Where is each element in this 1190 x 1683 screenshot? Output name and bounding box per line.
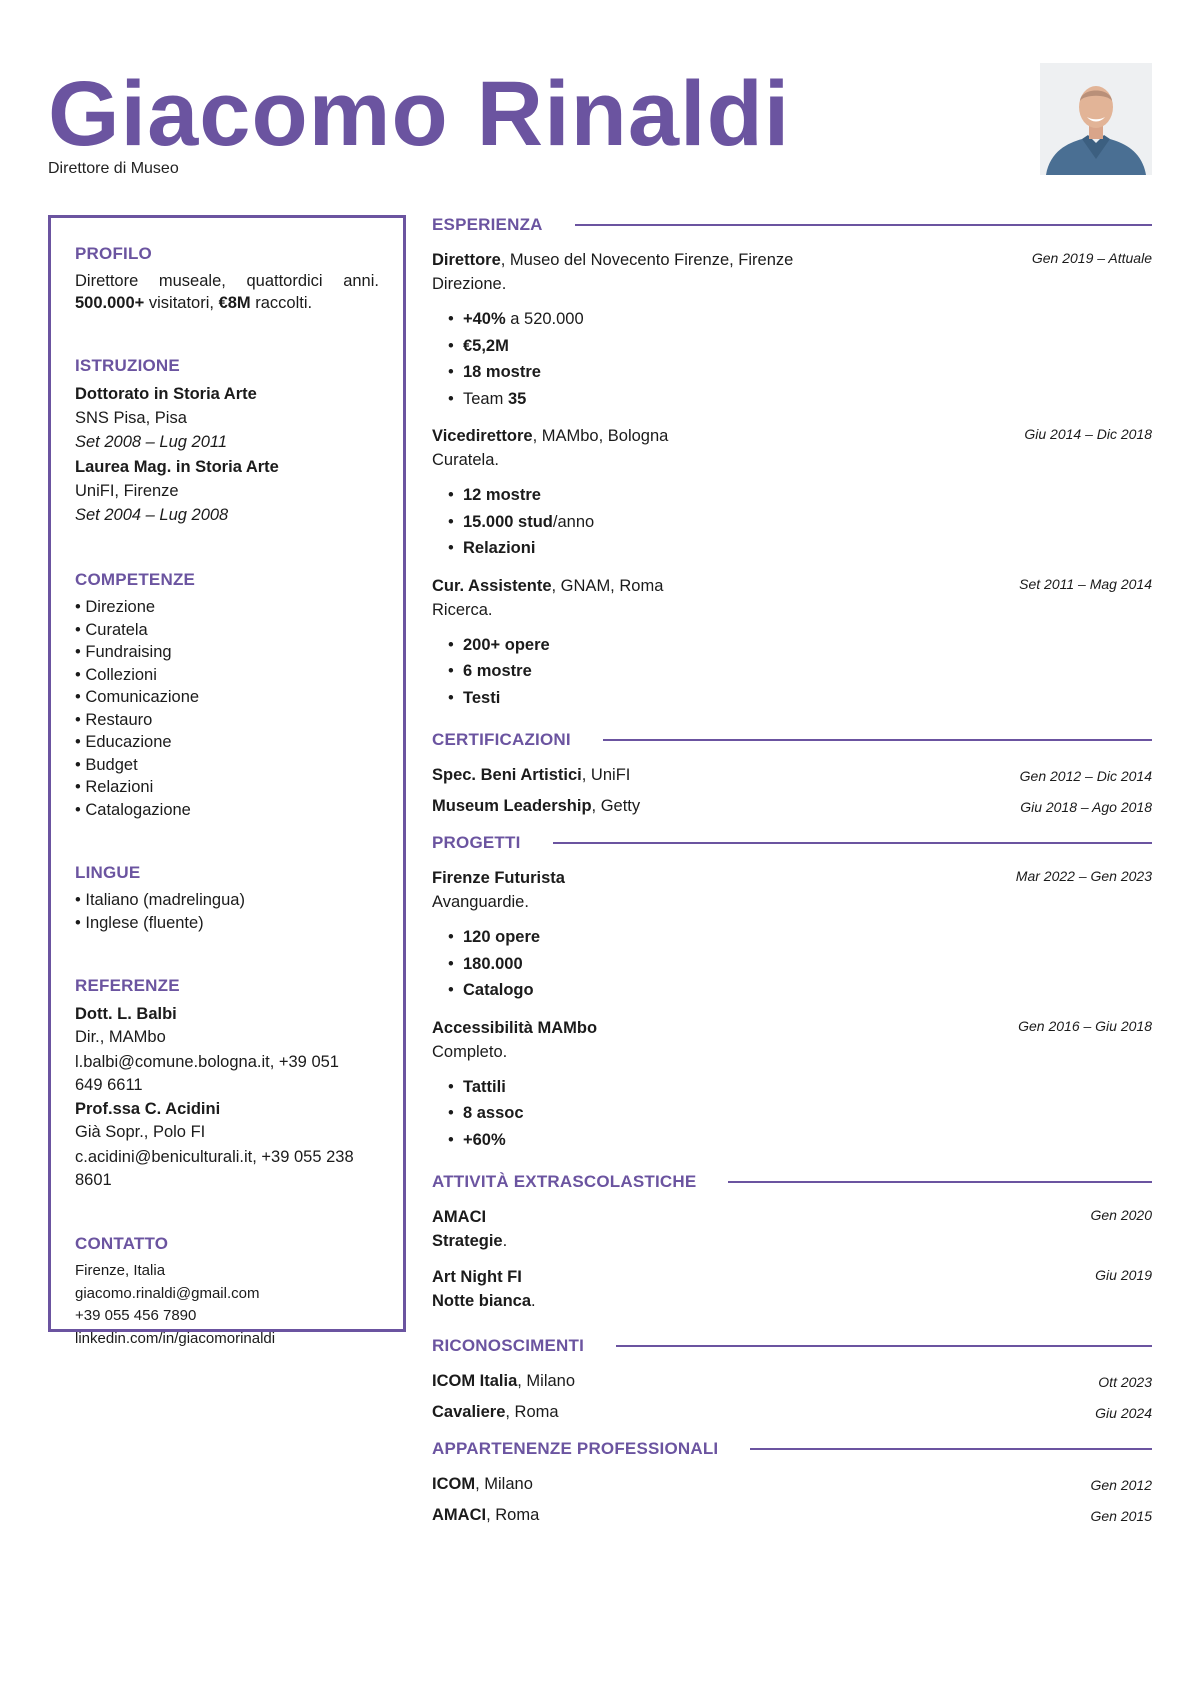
- entry-dates: Giu 2014 – Dic 2018: [1024, 426, 1152, 442]
- contact-linkedin[interactable]: linkedin.com/in/giacomorinaldi: [75, 1329, 276, 1347]
- bullet-item: • Testi: [448, 685, 1152, 712]
- entry-bullets: [432, 306, 1152, 412]
- entry-dates: Gen 2016 – Giu 2018: [1018, 1017, 1152, 1034]
- reference-contact[interactable]: c.acidini@beniculturali.it, +39 055 238: [75, 1148, 354, 1166]
- section-divider: [728, 1181, 1152, 1183]
- bullet-item: • 120 opere: [448, 924, 1152, 951]
- education-school: SNS Pisa, Pisa: [75, 409, 187, 427]
- profile-visitors-suffix: visitatori,: [144, 294, 219, 312]
- bullet-item: • Catalogo: [448, 977, 1152, 1004]
- contact-section: [75, 1234, 379, 1350]
- entry-bullets: [432, 1074, 1152, 1154]
- section-divider: [603, 739, 1152, 741]
- first-name: Giacomo: [48, 63, 449, 165]
- certifications-title: CERTIFICAZIONI: [432, 730, 571, 749]
- certifications-header: [432, 729, 1152, 751]
- entry-role: Firenze Futurista: [432, 869, 565, 887]
- reference-name: Dott. L. Balbi: [75, 1005, 177, 1023]
- education-school: UniFI, Firenze: [75, 482, 179, 500]
- main-column: [432, 214, 1152, 1534]
- profile-section: [75, 244, 379, 314]
- extracurricular-header: [432, 1171, 1152, 1193]
- reference-contact: 649 6611: [75, 1076, 143, 1094]
- entry-role: Cur. Assistente: [432, 576, 552, 595]
- language-item: • Inglese (fluente): [75, 913, 204, 932]
- contact-location: Firenze, Italia: [75, 1262, 166, 1279]
- entry-org: , Museo del Novecento Firenze, Firenze: [500, 251, 794, 269]
- reference-contact[interactable]: l.balbi@comune.bologna.it, +39 051: [75, 1053, 339, 1071]
- entry-desc: Curatela.: [432, 451, 499, 469]
- entry-role: Vicedirettore: [432, 427, 533, 445]
- entry-dates: Gen 2015: [1090, 1508, 1152, 1524]
- skill-item: • Fundraising: [75, 643, 172, 661]
- certification-entry: Museum Leadership, Getty Giu 2018 – Ago 2018: [432, 794, 1152, 818]
- activity-entry: [432, 1265, 1152, 1313]
- entry-dates: Giu 2024: [1095, 1405, 1152, 1421]
- sidebar: [48, 215, 406, 1347]
- bullet-item: • +60%: [448, 1127, 1152, 1154]
- bullet-item: • 6 mostre: [448, 658, 1152, 685]
- profile-line-1: Direttore museale, quattordici anni.: [75, 272, 379, 290]
- profile-visitors: 500.000+: [75, 294, 145, 312]
- profile-line-2: [75, 292, 379, 314]
- entry-dates: Giu 2019: [1095, 1267, 1152, 1283]
- entry-desc: Direzione.: [432, 275, 507, 293]
- entry-role: Accessibilità MAMbo: [432, 1018, 598, 1037]
- entry-bullets: [432, 632, 1152, 712]
- skills-title: COMPETENZE: [75, 570, 196, 589]
- language-item: • Italiano (madrelingua): [75, 891, 245, 909]
- entry-org: , MAMbo, Bologna: [532, 427, 669, 445]
- education-degree: Dottorato in Storia Arte: [75, 385, 257, 403]
- entry-desc: Ricerca.: [432, 600, 493, 619]
- entry-desc: Completo.: [432, 1042, 508, 1061]
- skill-item: • Budget: [75, 755, 138, 774]
- skill-item: • Restauro: [75, 710, 153, 729]
- contact-phone[interactable]: +39 055 456 7890: [75, 1307, 197, 1324]
- bullet-item: • 200+ opere: [448, 632, 1152, 659]
- entry-role: Art Night FI: [432, 1268, 522, 1286]
- awards-header: [432, 1335, 1152, 1357]
- experience-entry: [432, 574, 1152, 712]
- experience-title: ESPERIENZA: [432, 215, 543, 234]
- project-entry: [432, 1016, 1152, 1154]
- entry-org: , GNAM, Roma: [551, 576, 664, 595]
- experience-entry: [432, 424, 1152, 562]
- contact-email[interactable]: giacomo.rinaldi@gmail.com: [75, 1284, 260, 1302]
- entry-dates: Gen 2020: [1090, 1207, 1152, 1223]
- bullet-item: • 12 mostre: [448, 482, 1152, 509]
- entry-desc: Strategie.: [432, 1232, 508, 1250]
- entry-dates: Mar 2022 – Gen 2023: [1015, 868, 1152, 884]
- profile-raised: €8M: [218, 294, 251, 312]
- section-divider: [750, 1448, 1152, 1450]
- experience-header: [432, 214, 1152, 236]
- references-section: [75, 976, 379, 1192]
- education-section: [75, 356, 379, 528]
- bullet-item: • 15.000 stud/anno: [448, 509, 1152, 536]
- skill-item: • Collezioni: [75, 665, 157, 684]
- entry-bullets: [432, 924, 1152, 1004]
- skill-item: • Relazioni: [75, 778, 154, 796]
- section-divider: [575, 224, 1152, 226]
- contact-title: CONTATTO: [75, 1234, 169, 1253]
- memberships-header: [432, 1438, 1152, 1460]
- projects-title: PROGETTI: [432, 833, 521, 852]
- languages-title: LINGUE: [75, 863, 141, 882]
- certification-entry: Spec. Beni Artistici, UniFI Gen 2012 – Dic 2014: [432, 763, 1152, 787]
- education-title: ISTRUZIONE: [75, 356, 180, 375]
- award-entry: ICOM Italia, Milano Ott 2023: [432, 1369, 1152, 1393]
- job-title: Direttore di Museo: [48, 160, 179, 177]
- reference-name: Prof.ssa C. Acidini: [75, 1100, 221, 1118]
- entry-role: AMACI: [432, 1208, 487, 1226]
- activity-entry: [432, 1205, 1152, 1253]
- membership-entry: ICOM, Milano Gen 2012: [432, 1472, 1152, 1496]
- section-divider: [553, 842, 1153, 844]
- extracurricular-title: ATTIVITÀ EXTRASCOLASTICHE: [432, 1172, 697, 1191]
- bullet-item: • €5,2M: [448, 333, 1152, 360]
- bullet-item: • Team 35: [448, 386, 1152, 413]
- projects-header: [432, 832, 1152, 854]
- profile-raised-suffix: raccolti.: [250, 294, 313, 312]
- section-divider: [616, 1345, 1152, 1347]
- reference-contact: 8601: [75, 1171, 112, 1189]
- bullet-item: • Relazioni: [448, 535, 1152, 562]
- education-dates: Set 2004 – Lug 2008: [75, 506, 229, 524]
- profile-photo: [1040, 63, 1152, 175]
- references-title: REFERENZE: [75, 976, 180, 995]
- membership-entry: AMACI, Roma Gen 2015: [432, 1503, 1152, 1527]
- bullet-item: • Tattili: [448, 1074, 1152, 1101]
- entry-bullets: [432, 482, 1152, 562]
- bullet-item: • 180.000: [448, 951, 1152, 978]
- bullet-item: • 18 mostre: [448, 359, 1152, 386]
- skill-item: • Direzione: [75, 598, 156, 616]
- entry-dates: Giu 2018 – Ago 2018: [1020, 799, 1152, 815]
- skill-item: • Catalogazione: [75, 800, 191, 819]
- skills-section: [75, 570, 379, 821]
- languages-section: [75, 863, 379, 934]
- entry-role: Direttore: [432, 251, 501, 269]
- entry-desc: Notte bianca.: [432, 1292, 536, 1310]
- entry-dates: Gen 2012: [1090, 1477, 1152, 1493]
- entry-dates: Gen 2012 – Dic 2014: [1019, 768, 1152, 784]
- skill-item: • Comunicazione: [75, 688, 200, 706]
- bullet-item: • 8 assoc: [448, 1100, 1152, 1127]
- memberships-title: APPARTENENZE PROFESSIONALI: [432, 1439, 719, 1458]
- profile-title: PROFILO: [75, 244, 152, 263]
- education-degree: Laurea Mag. in Storia Arte: [75, 458, 279, 476]
- bullet-item: • +40% a 520.000: [448, 306, 1152, 333]
- skill-item: • Educazione: [75, 733, 172, 751]
- skill-item: • Curatela: [75, 620, 148, 639]
- experience-entry: [432, 248, 1152, 412]
- last-name: Rinaldi: [476, 63, 791, 165]
- project-entry: [432, 866, 1152, 1004]
- entry-dates: Gen 2019 – Attuale: [1031, 250, 1152, 266]
- reference-role: Dir., MAMbo: [75, 1028, 166, 1046]
- entry-dates: Set 2011 – Mag 2014: [1019, 575, 1152, 592]
- entry-dates: Ott 2023: [1098, 1374, 1152, 1390]
- award-entry: Cavaliere, Roma Giu 2024: [432, 1400, 1152, 1424]
- reference-role: Già Sopr., Polo FI: [75, 1123, 206, 1141]
- education-dates: Set 2008 – Lug 2011: [75, 433, 227, 451]
- name-heading: [48, 63, 791, 165]
- awards-title: RICONOSCIMENTI: [432, 1336, 585, 1355]
- entry-desc: Avanguardie.: [432, 893, 529, 911]
